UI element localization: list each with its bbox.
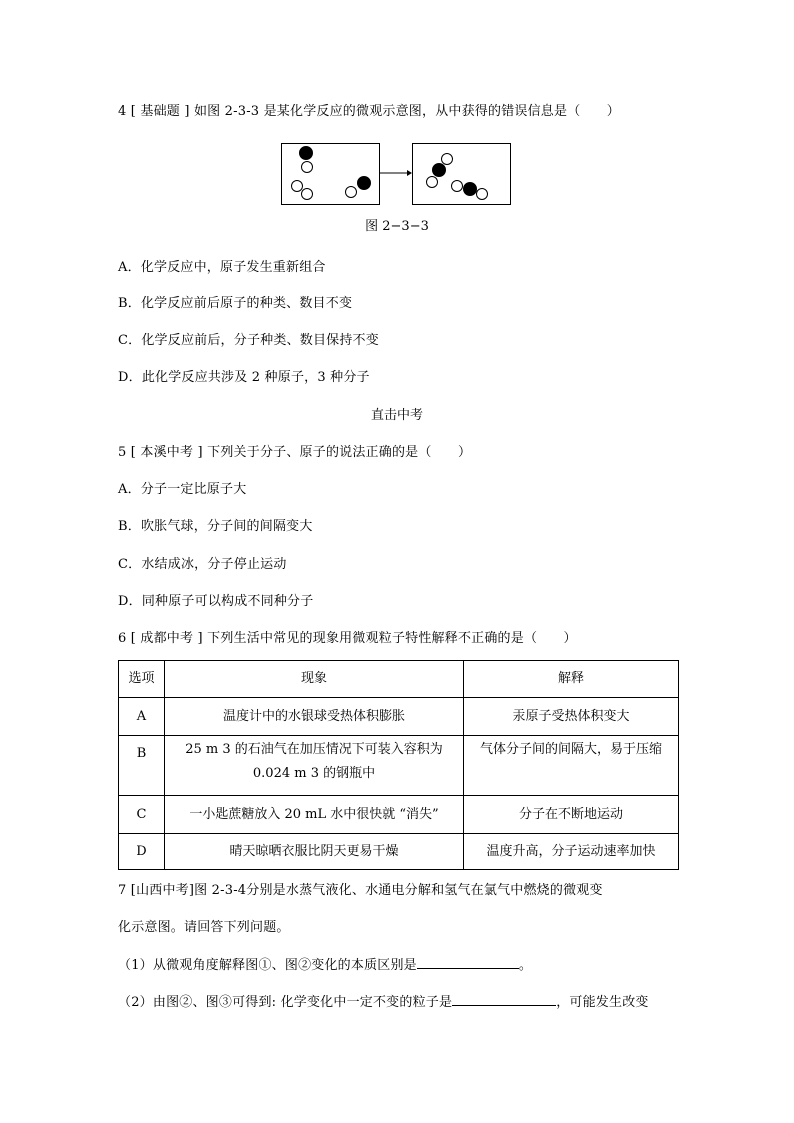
q4-option-a: A．化学反应中，原子发生重新组合 (118, 260, 326, 275)
row-phenomenon (165, 736, 464, 796)
q7-stem-line2: 化示意图。请回答下列问题。 (118, 920, 290, 935)
q5-stem: 5 [ 本溪中考 ] 下列关于分子、原子的说法正确的是（ ） (118, 445, 472, 460)
section-title: 直击中考 (370, 408, 423, 423)
table-row (119, 736, 679, 796)
q5-option-d: D．同种原子可以构成不同种分子 (118, 594, 314, 609)
table-row (119, 796, 679, 834)
q5-option-c: C．水结成冰，分子停止运动 (118, 557, 287, 572)
row-explanation: 温度升高，分子运动速率加快 (464, 834, 679, 870)
q4-stem: 4 [ 基础题 ] 如图 2-3-3 是某化学反应的微观示意图，从中获得的错误信息是（ ） (118, 104, 621, 119)
row-phenomenon: 温度计中的水银球受热体积膨胀 (165, 698, 464, 736)
figure-caption: 图 2−3−3 (365, 219, 429, 234)
product-box (413, 144, 511, 205)
table-row (119, 698, 679, 736)
header-explanation: 解释 (464, 661, 679, 698)
row-option: B (119, 736, 165, 796)
row-explanation: 气体分子间的间隔大，易于压缩 (464, 736, 679, 796)
q6-stem: 6 [ 成都中考 ] 下列生活中常见的现象用微观粒子特性解释不正确的是（ ） (118, 631, 577, 646)
table-header-row (119, 661, 679, 698)
q7-part2-end: ，可能发生改变 (556, 995, 649, 1010)
row-option: A (119, 698, 165, 736)
q4-option-c: C．化学反应前后，分子种类、数目保持不变 (118, 333, 379, 348)
reactant-molecules (292, 147, 371, 200)
reactant-box (282, 144, 380, 205)
q5-option-b: B．吹胀气球，分子间的间隔变大 (118, 519, 313, 534)
q7-part2 (118, 991, 649, 1010)
reaction-diagram (280, 142, 516, 208)
answer-blank (452, 992, 556, 1006)
arrow-icon (380, 170, 412, 176)
q7-part2-text: （2）由图②、图③可得到: 化学变化中一定不变的粒子是 (118, 995, 453, 1010)
header-phenomenon: 现象 (165, 661, 464, 698)
row-explanation: 汞原子受热体积变大 (464, 698, 679, 736)
header-option: 选项 (119, 661, 165, 698)
row-option: D (119, 834, 165, 870)
q4-option-d: D．此化学反应共涉及 2 种原子，3 种分子 (118, 370, 370, 385)
q7-stem-line1: 7 [山西中考]图 2-3-4分别是水蒸气液化、水通电分解和氢气在氯气中燃烧的微观变 (118, 883, 603, 898)
q5-option-a: A．分子一定比原子大 (118, 482, 247, 497)
q7-part1-text: （1）从微观角度解释图①、图②变化的本质区别是 (118, 958, 417, 973)
table-row (119, 834, 679, 870)
q7-part1 (118, 954, 532, 973)
row-phenomenon-line1: 25 m 3 的石油气在加压情况下可装入容积为 (185, 742, 443, 757)
row-phenomenon: 晴天晾晒衣服比阴天更易干燥 (165, 834, 464, 870)
row-phenomenon-line2: 0.024 m 3 的钢瓶中 (252, 766, 376, 781)
product-molecules (427, 154, 488, 200)
row-option: C (119, 796, 165, 834)
row-explanation: 分子在不断地运动 (464, 796, 679, 834)
q6-table (118, 660, 679, 870)
answer-blank (417, 955, 519, 969)
q4-option-b: B．化学反应前后原子的种类、数目不变 (118, 296, 353, 311)
q7-part1-end: 。 (518, 958, 533, 973)
row-phenomenon: 一小匙蔗糖放入 20 mL 水中很快就 “消失” (165, 796, 464, 834)
